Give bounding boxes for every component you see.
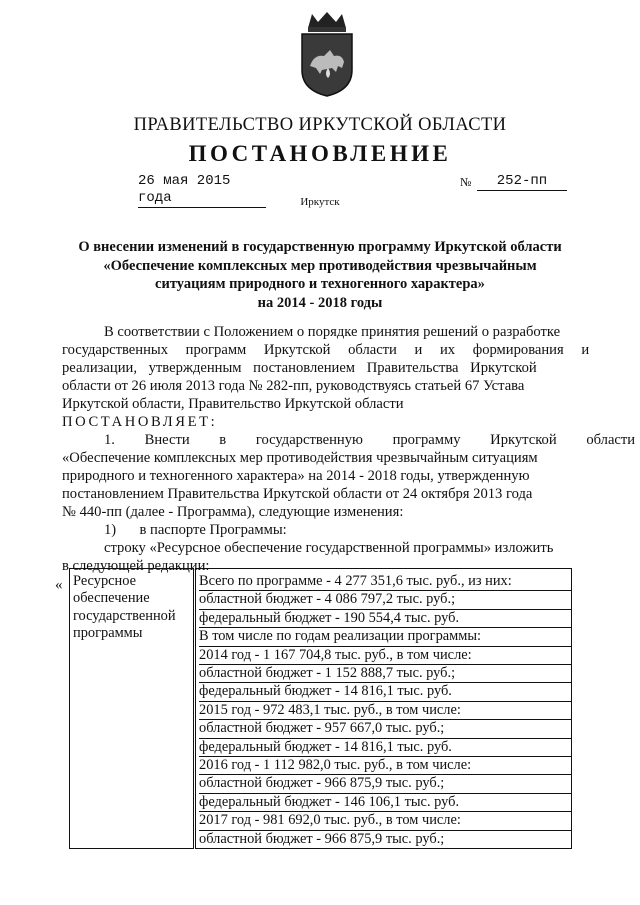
value-line: 2016 год - 1 112 982,0 тыс. руб., в том числе:: [199, 757, 571, 775]
value-line: федеральный бюджет - 146 106,1 тыс. руб.: [199, 794, 571, 812]
value-line: федеральный бюджет - 14 816,1 тыс. руб.: [199, 739, 571, 757]
paragraph-line: 1. Внести в государственную программу Иркутской области: [104, 432, 636, 448]
label-line: программы: [73, 625, 143, 642]
value-line: Всего по программе - 4 277 351,6 тыс. руб., из них:: [199, 573, 571, 591]
city: Иркутск: [300, 196, 340, 208]
paragraph-line: Иркутской области, Правительство Иркутской области: [62, 396, 404, 412]
decree-body: [62, 323, 636, 575]
label-line: Ресурсное: [73, 573, 136, 589]
paragraph-line: «Обеспечение комплексных мер противодействия чрезвычайным ситуациям: [62, 450, 538, 466]
value-line: областной бюджет - 4 086 797,2 тыс. руб.;: [199, 591, 571, 609]
value-line: 2014 год - 1 167 704,8 тыс. руб., в том числе:: [199, 647, 571, 665]
coat-of-arms-icon: [298, 10, 356, 98]
table-label-cell: [70, 569, 195, 849]
title-line: на 2014 - 2018 годы: [257, 294, 383, 311]
value-line: областной бюджет - 1 152 888,7 тыс. руб.;: [199, 665, 571, 683]
decree-date: 26 мая 2015 года: [138, 173, 266, 208]
label-line: государственной: [73, 607, 176, 624]
list-item-number: 1): [104, 522, 117, 538]
paragraph-line: строку «Ресурсное обеспечение государственной программы» изложить: [104, 540, 554, 556]
document-type: ПОСТАНОВЛЕНИЕ: [188, 141, 452, 166]
government-name: ПРАВИТЕЛЬСТВО ИРКУТСКОЙ ОБЛАСТИ: [133, 115, 507, 135]
value-line: 2017 год - 981 692,0 тыс. руб., в том числе:: [199, 812, 571, 830]
table-value-cell: [195, 569, 572, 849]
value-line: федеральный бюджет - 14 816,1 тыс. руб.: [199, 683, 571, 701]
list-item-text: в паспорте Программы:: [139, 522, 287, 538]
title-line: ситуациям природного и техногенного характера»: [155, 276, 485, 292]
resource-table: [69, 568, 572, 849]
value-line: областной бюджет - 966 875,9 тыс. руб.;: [199, 775, 571, 793]
paragraph-line: области от 26 июля 2013 года № 282-пп, руководствуясь статьей 67 Устава: [62, 378, 525, 394]
paragraph-line: в следующей редакции:: [62, 558, 210, 574]
title-line: «Обеспечение комплексных мер противодействия чрезвычайным: [103, 257, 537, 274]
value-line: В том числе по годам реализации программы:: [199, 628, 571, 646]
paragraph-line: реализации, утвержденным постановлением Правительства Иркутской: [62, 360, 537, 376]
value-line: областной бюджет - 966 875,9 тыс. руб.;: [199, 830, 445, 847]
value-line: областной бюджет - 957 667,0 тыс. руб.;: [199, 720, 571, 738]
paragraph-line: постановлением Правительства Иркутской области от 24 октября 2013 года: [62, 486, 533, 502]
list-item: [62, 521, 583, 539]
paragraph-line: государственных программ Иркутской области и их формирования и: [62, 342, 590, 358]
number-label: №: [460, 175, 472, 189]
paragraph-line: № 440-пп (далее - Программа), следующие изменения:: [62, 504, 404, 520]
opening-quote: «: [55, 577, 63, 593]
paragraph-line: В соответствии с Положением о порядке принятия решений о разработке: [104, 324, 561, 340]
decree-number: 252-пп: [477, 173, 567, 191]
table-row: [70, 569, 572, 849]
paragraph-line: природного и техногенного характера» на 2014 - 2018 годы, утвержденную: [62, 468, 530, 484]
resolves-heading: ПОСТАНОВЛЯЕТ:: [62, 414, 218, 430]
decree-title: [40, 238, 600, 312]
value-line: 2015 год - 972 483,1 тыс. руб., в том числе:: [199, 702, 571, 720]
label-line: обеспечение: [73, 590, 150, 607]
value-line: федеральный бюджет - 190 554,4 тыс. руб.: [199, 610, 571, 628]
title-line: О внесении изменений в государственную программу Иркутской области: [78, 239, 562, 255]
